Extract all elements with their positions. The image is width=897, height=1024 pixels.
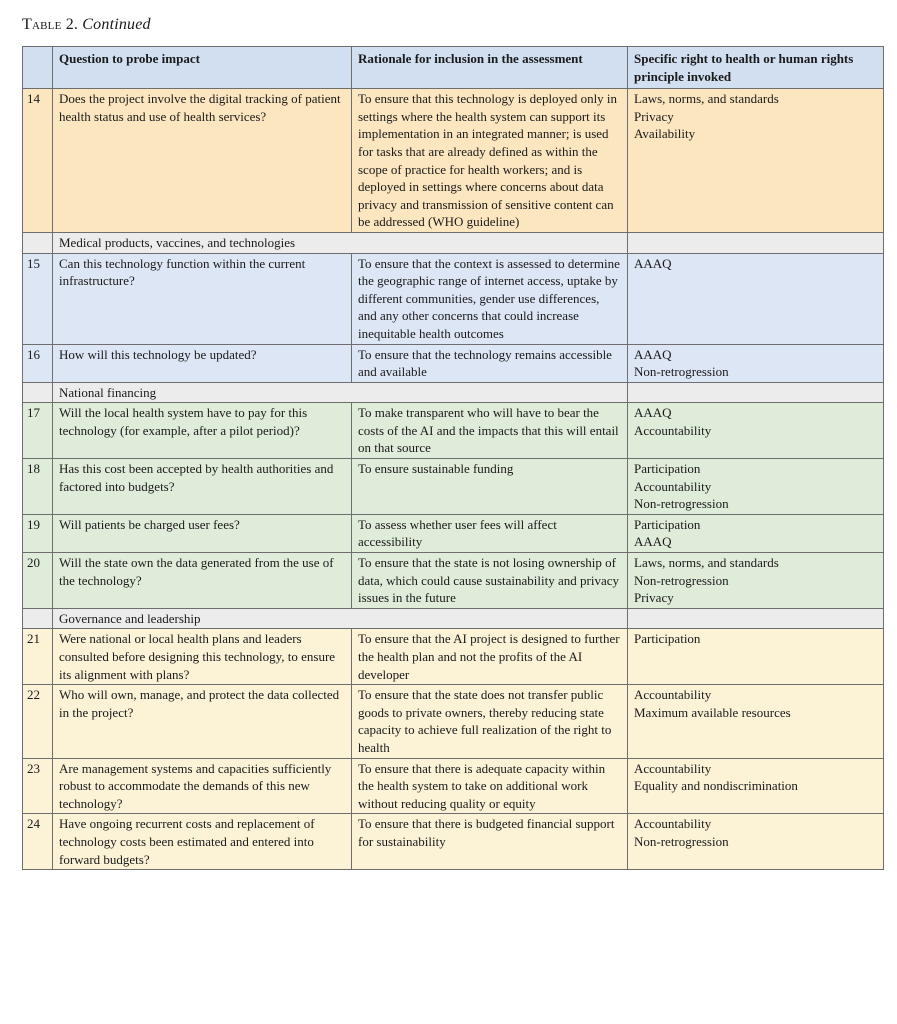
section-row (23, 608, 884, 629)
principle-item: Accountability (634, 422, 712, 438)
principle-item: AAAQ (634, 346, 672, 362)
row-number: 19 (23, 514, 53, 552)
section-row (23, 232, 884, 253)
header-rationale: Rationale for inclusion in the assessment (352, 47, 628, 89)
principle-item: Accountability (634, 760, 712, 776)
principle-item: Maximum available resources (634, 704, 791, 720)
principle-item: Participation (634, 631, 701, 647)
impact-assessment-table (22, 46, 884, 870)
question-cell: Will patients be charged user fees? (53, 514, 352, 552)
principle-item: Laws, norms, and standards (634, 555, 779, 571)
table-header-row (23, 47, 884, 89)
rationale-cell: To ensure that the context is assessed to determine the geographic range of internet access, uptake by different communities, gender use differences, and any other concerns that could increase inequitable health outcomes (352, 253, 628, 344)
principle-cell (628, 344, 884, 382)
row-number: 17 (23, 403, 53, 459)
principle-item: Privacy (634, 108, 674, 124)
table-row (23, 553, 884, 609)
principle-item: AAAQ (634, 405, 672, 421)
rationale-cell: To ensure that the AI project is designed to further the health plan and not the profits of the AI developer (352, 629, 628, 685)
principle-cell (628, 403, 884, 459)
table-caption (22, 16, 151, 34)
section-principle-cell (628, 232, 884, 253)
table-row (23, 758, 884, 814)
header-principle: Specific right to health or human rights principle invoked (628, 47, 884, 89)
table-row (23, 344, 884, 382)
principle-cell (628, 514, 884, 552)
principle-item: Accountability (634, 687, 712, 703)
principle-cell (628, 553, 884, 609)
principle-cell (628, 685, 884, 758)
principle-item: AAAQ (634, 534, 672, 550)
question-cell: Are management systems and capacities sufficiently robust to accommodate the demands of this new technology? (53, 758, 352, 814)
principle-item: Non-retrogression (634, 833, 729, 849)
row-number: 20 (23, 553, 53, 609)
rationale-cell: To ensure that the technology remains accessible and available (352, 344, 628, 382)
principle-item: Participation (634, 461, 701, 477)
table-row (23, 89, 884, 233)
section-number-cell (23, 232, 53, 253)
rationale-cell: To ensure that there is budgeted financial support for sustainability (352, 814, 628, 870)
rationale-cell: To ensure sustainable funding (352, 459, 628, 515)
question-cell: Does the project involve the digital tracking of patient health status and use of health services? (53, 89, 352, 233)
row-number: 22 (23, 685, 53, 758)
question-cell: Will the state own the data generated from the use of the technology? (53, 553, 352, 609)
principle-cell (628, 629, 884, 685)
table-body (23, 89, 884, 870)
question-cell: Were national or local health plans and leaders consulted before designing this technology, to ensure its alignment with plans? (53, 629, 352, 685)
section-row (23, 382, 884, 403)
section-label: National financing (53, 382, 628, 403)
principle-item: Non-retrogression (634, 572, 729, 588)
section-number-cell (23, 382, 53, 403)
principle-item: Equality and nondiscrimination (634, 778, 798, 794)
row-number: 15 (23, 253, 53, 344)
row-number: 14 (23, 89, 53, 233)
rationale-cell: To ensure that this technology is deployed only in settings where the health system can support its implementation in an integrated manner; is used for tasks that are already defined as within the scope of practice for health workers; and is deployed in settings where concerns about data privacy and transmission of sensitive content can be addressed (WHO guideline) (352, 89, 628, 233)
principle-item: Non-retrogression (634, 364, 729, 380)
header-number (23, 47, 53, 89)
principle-cell (628, 459, 884, 515)
principle-item: Availability (634, 126, 696, 142)
question-cell: Has this cost been accepted by health authorities and factored into budgets? (53, 459, 352, 515)
principle-cell (628, 89, 884, 233)
question-cell: Can this technology function within the current infrastructure? (53, 253, 352, 344)
table-row (23, 685, 884, 758)
row-number: 16 (23, 344, 53, 382)
principle-item: Accountability (634, 816, 712, 832)
question-cell: Who will own, manage, and protect the data collected in the project? (53, 685, 352, 758)
table-row (23, 459, 884, 515)
principle-cell (628, 253, 884, 344)
principle-cell (628, 758, 884, 814)
row-number: 23 (23, 758, 53, 814)
rationale-cell: To ensure that the state does not transfer public goods to private owners, thereby reducing state capacity to achieve full realization of the right to health (352, 685, 628, 758)
principle-cell (628, 814, 884, 870)
principle-item: Accountability (634, 478, 712, 494)
row-number: 24 (23, 814, 53, 870)
section-principle-cell (628, 608, 884, 629)
table-row (23, 253, 884, 344)
principle-item: Participation (634, 516, 701, 532)
section-label: Governance and leadership (53, 608, 628, 629)
header-question: Question to probe impact (53, 47, 352, 89)
row-number: 18 (23, 459, 53, 515)
section-number-cell (23, 608, 53, 629)
row-number: 21 (23, 629, 53, 685)
rationale-cell: To ensure that there is adequate capacity within the health system to take on additional work without reducing quality or equity (352, 758, 628, 814)
section-principle-cell (628, 382, 884, 403)
caption-prefix: Table 2. (22, 16, 79, 33)
rationale-cell: To assess whether user fees will affect accessibility (352, 514, 628, 552)
caption-suffix: Continued (82, 16, 151, 33)
rationale-cell: To make transparent who will have to bear the costs of the AI and the impacts that this will entail on that source (352, 403, 628, 459)
principle-item: AAAQ (634, 255, 672, 271)
table-row (23, 403, 884, 459)
rationale-cell: To ensure that the state is not losing ownership of data, which could cause sustainability and privacy issues in the future (352, 553, 628, 609)
principle-item: Laws, norms, and standards (634, 91, 779, 107)
question-cell: Will the local health system have to pay for this technology (for example, after a pilot period)? (53, 403, 352, 459)
principle-item: Non-retrogression (634, 496, 729, 512)
question-cell: How will this technology be updated? (53, 344, 352, 382)
table-row (23, 514, 884, 552)
question-cell: Have ongoing recurrent costs and replacement of technology costs been estimated and entered into forward budgets? (53, 814, 352, 870)
table-row (23, 814, 884, 870)
table-row (23, 629, 884, 685)
section-label: Medical products, vaccines, and technologies (53, 232, 628, 253)
principle-item: Privacy (634, 590, 674, 606)
